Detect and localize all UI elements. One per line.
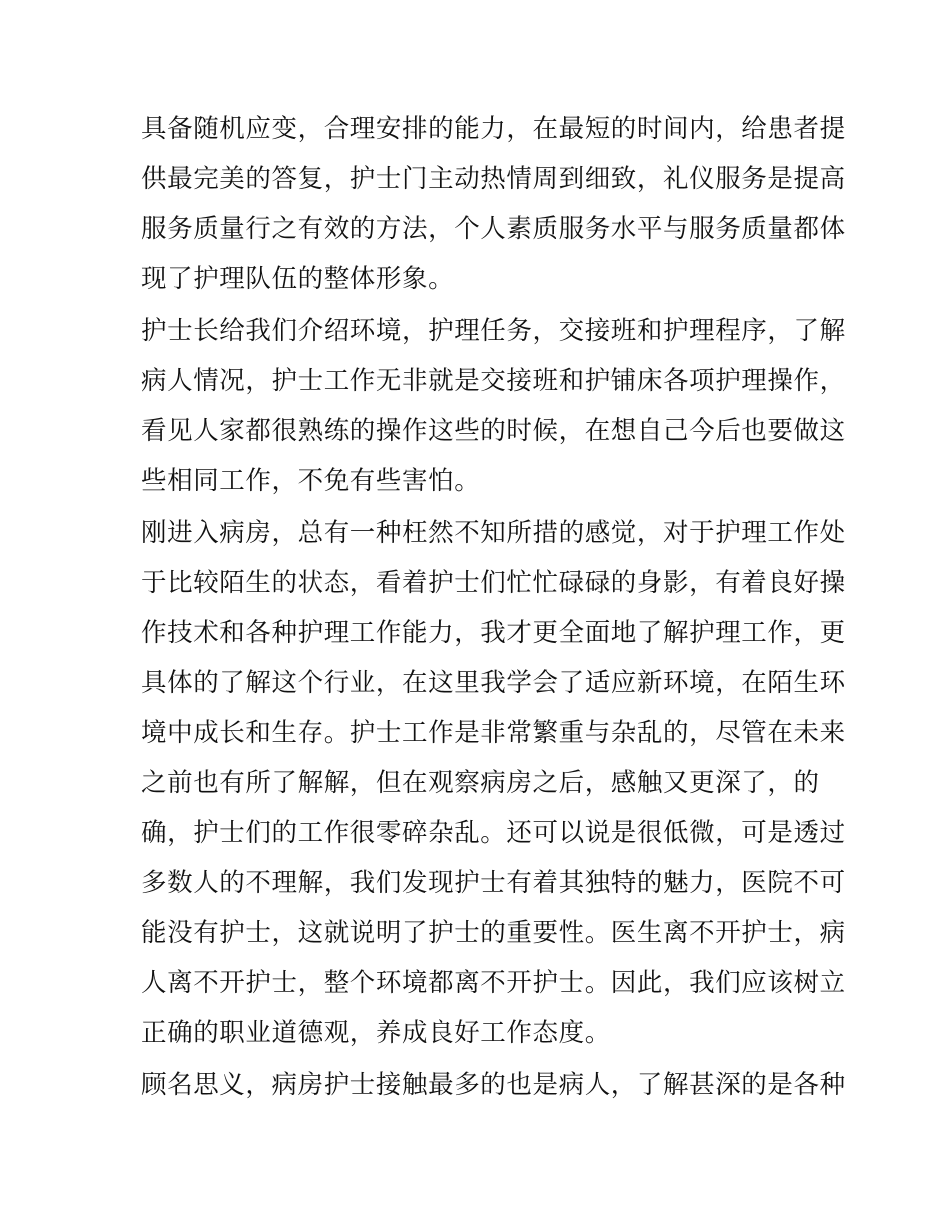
text-line: 作技术和各种护理工作能力，我才更全面地了解护理工作，更 <box>141 618 846 648</box>
text-line: 确，护士们的工作很零碎杂乱。还可以说是很低微，可是透过 <box>141 818 846 848</box>
text-line: 病人情况，护士工作无非就是交接班和护铺床各项护理操作， <box>141 366 846 396</box>
text-line: 多数人的不理解，我们发现护士有着其独特的魅力，医院不可 <box>141 868 846 898</box>
text-line: 看见人家都很熟练的操作这些的时候，在想自己今后也要做这 <box>141 416 846 446</box>
text-line: 护士长给我们介绍环境，护理任务，交接班和护理程序，了解 <box>141 316 846 346</box>
text-line: 具备随机应变，合理安排的能力，在最短的时间内，给患者提 <box>141 114 846 144</box>
text-line: 能没有护士，这就说明了护士的重要性。医生离不开护士，病 <box>141 918 846 948</box>
text-line: 些相同工作，不免有些害怕。 <box>141 466 481 496</box>
text-line: 刚进入病房，总有一种枉然不知所措的感觉，对于护理工作处 <box>141 518 846 548</box>
text-line: 顾名思义，病房护士接触最多的也是病人，了解甚深的是各种 <box>141 1070 846 1100</box>
text-line: 现了护理队伍的整体形象。 <box>141 264 455 294</box>
text-line: 具体的了解这个行业，在这里我学会了适应新环境，在陌生环 <box>141 668 846 698</box>
text-line: 人离不开护士，整个环境都离不开护士。因此，我们应该树立 <box>141 968 846 998</box>
text-line: 供最完美的答复，护士门主动热情周到细致，礼仪服务是提高 <box>141 164 846 194</box>
text-line: 之前也有所了解解，但在观察病房之后，感触又更深了，的 <box>141 768 820 798</box>
text-line: 于比较陌生的状态，看着护士们忙忙碌碌的身影，有着良好操 <box>141 568 846 598</box>
text-line: 服务质量行之有效的方法，个人素质服务水平与服务质量都体 <box>141 214 846 244</box>
text-line: 正确的职业道德观，养成良好工作态度。 <box>141 1018 611 1048</box>
text-line: 境中成长和生存。护士工作是非常繁重与杂乱的，尽管在未来 <box>141 718 846 748</box>
